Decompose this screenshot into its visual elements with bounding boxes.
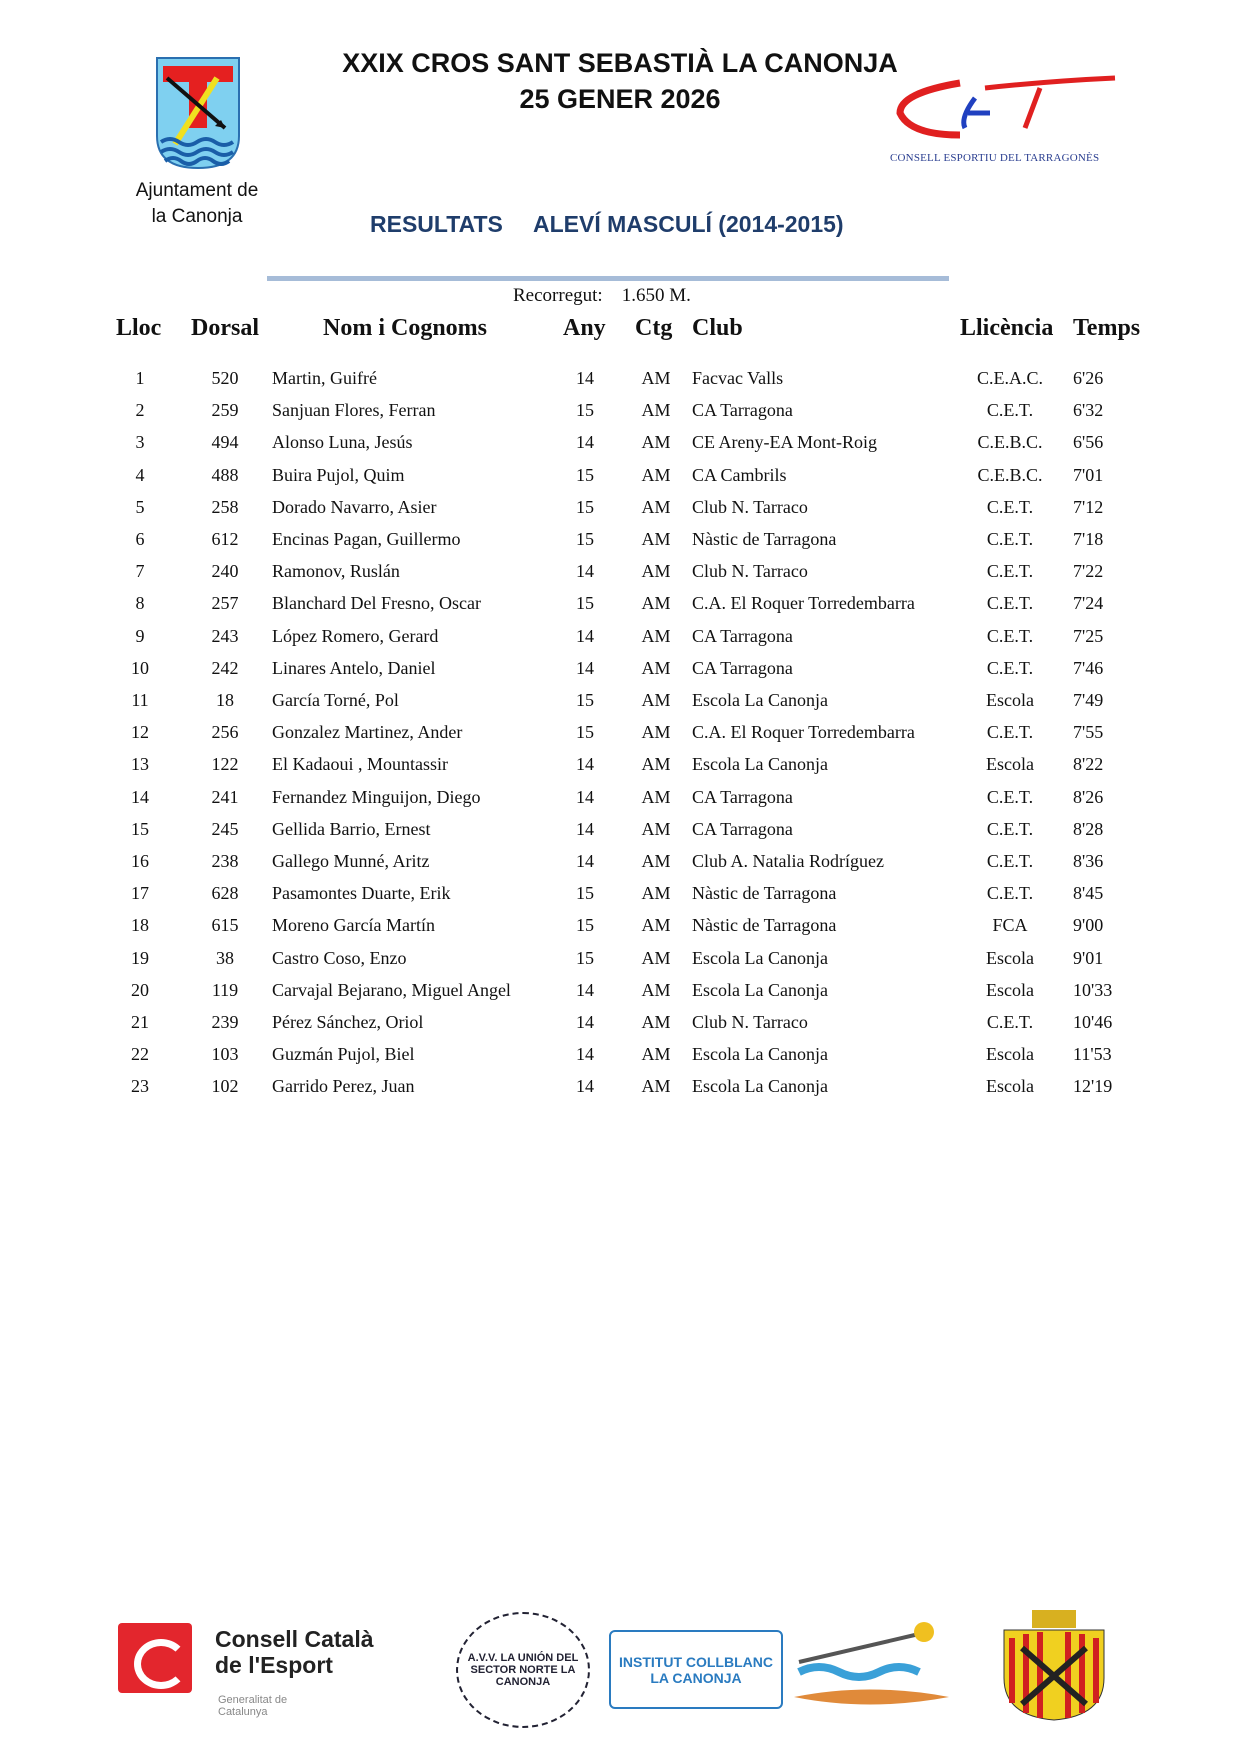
cell-nom: Pérez Sánchez, Oriol — [272, 1012, 424, 1032]
cell-dorsal: 241 — [211, 786, 239, 807]
col-dorsal: Dorsal — [191, 315, 259, 341]
table-row — [0, 851, 1240, 883]
cell-temps: 11'53 — [1073, 1044, 1112, 1065]
cell-dorsal: 243 — [211, 625, 239, 646]
cell-club: Club N. Tarraco — [692, 1012, 808, 1032]
cell-llicencia: Escola — [986, 1044, 1034, 1065]
town-coat-of-arms — [992, 1608, 1116, 1724]
cell-llicencia: C.E.A.C. — [976, 368, 1043, 388]
cell-lloc: 14 — [131, 786, 149, 807]
cell-dorsal: 612 — [211, 529, 239, 549]
ccesport-line-2: de l'Esport — [215, 1652, 333, 1678]
cell-any: 14 — [576, 818, 594, 839]
cell-llicencia: Escola — [986, 947, 1034, 968]
table-row — [0, 626, 1240, 658]
table-row — [0, 400, 1240, 432]
ccesport-line-1: Consell Català — [215, 1626, 374, 1652]
cell-dorsal: 257 — [211, 593, 239, 614]
cell-dorsal: 520 — [211, 368, 239, 388]
cell-llicencia: Escola — [986, 754, 1034, 775]
cell-club: CA Tarragona — [692, 400, 793, 421]
cell-nom: Pasamontes Duarte, Erik — [272, 883, 451, 904]
cell-llicencia: C.E.T. — [986, 722, 1034, 743]
cell-temps: 7'24 — [1073, 593, 1104, 614]
cell-temps: 7'25 — [1073, 625, 1104, 646]
cell-club: C.A. El Roquer Torredembarra — [692, 722, 915, 743]
cell-llicencia: C.E.B.C. — [977, 432, 1043, 453]
cell-any: 14 — [576, 1076, 594, 1097]
cell-club: Escola La Canonja — [692, 1044, 828, 1065]
cell-any: 14 — [576, 432, 594, 453]
cell-club: Escola La Canonja — [692, 690, 828, 710]
table-row — [0, 561, 1240, 593]
cell-ctg: AM — [641, 851, 671, 871]
cell-temps: 7'49 — [1073, 690, 1104, 710]
collblanc-logo-text: INSTITUT COLLBLANC LA CANONJA — [619, 1653, 773, 1686]
cell-lloc: 19 — [131, 947, 149, 968]
cell-dorsal: 102 — [211, 1076, 239, 1097]
cell-any: 14 — [576, 851, 594, 871]
cell-lloc: 5 — [135, 496, 145, 517]
cell-nom: Carvajal Bejarano, Miguel Angel — [272, 979, 511, 1000]
cell-club: Club N. Tarraco — [692, 561, 808, 582]
cell-llicencia: C.E.T. — [986, 529, 1034, 549]
cell-any: 14 — [576, 1044, 594, 1065]
cell-llicencia: C.E.T. — [986, 561, 1034, 582]
cell-ctg: AM — [641, 368, 671, 388]
avv-logo-text: A.V.V. LA UNIÓN DEL SECTOR NORTE LA CANONJA — [467, 1652, 579, 1688]
cell-any: 15 — [576, 529, 594, 549]
cell-club: Escola La Canonja — [692, 979, 828, 1000]
cell-nom: Linares Antelo, Daniel — [272, 657, 436, 678]
cell-ctg: AM — [641, 786, 671, 807]
cell-nom: Blanchard Del Fresno, Oscar — [272, 593, 481, 614]
cet-logo-mark — [890, 73, 1120, 143]
cell-any: 15 — [576, 593, 594, 614]
course-label: Recorregut: — [513, 285, 603, 306]
cell-llicencia: C.E.T. — [986, 1012, 1034, 1032]
avv-sector-norte-logo — [456, 1612, 590, 1728]
cell-nom: López Romero, Gerard — [272, 625, 439, 646]
cell-dorsal: 18 — [216, 690, 234, 710]
cell-temps: 6'32 — [1073, 400, 1104, 421]
col-club: Club — [692, 315, 743, 341]
cell-lloc: 8 — [135, 593, 145, 614]
cell-club: Escola La Canonja — [692, 1076, 828, 1097]
cell-nom: Gallego Munné, Aritz — [272, 851, 430, 871]
cell-ctg: AM — [641, 400, 671, 421]
cell-lloc: 20 — [131, 979, 149, 1000]
cell-nom: Ramonov, Ruslán — [272, 561, 400, 582]
cell-ctg: AM — [641, 947, 671, 968]
cell-club: CA Tarragona — [692, 818, 793, 839]
cell-ctg: AM — [641, 690, 671, 710]
cell-nom: Guzmán Pujol, Biel — [272, 1044, 415, 1065]
cell-lloc: 7 — [135, 561, 145, 582]
cell-ctg: AM — [641, 496, 671, 517]
cell-temps: 7'01 — [1073, 464, 1104, 485]
cell-dorsal: 239 — [211, 1012, 239, 1032]
cell-club: CA Cambrils — [692, 464, 787, 485]
cell-nom: Castro Coso, Enzo — [272, 947, 407, 968]
cell-dorsal: 245 — [211, 818, 239, 839]
cell-llicencia: C.E.T. — [986, 786, 1034, 807]
cell-temps: 9'00 — [1073, 915, 1104, 936]
cell-club: Escola La Canonja — [692, 947, 828, 968]
cell-lloc: 2 — [135, 400, 145, 421]
cell-lloc: 10 — [131, 657, 149, 678]
col-any: Any — [563, 315, 606, 341]
cell-temps: 8'45 — [1073, 883, 1104, 904]
table-row — [0, 722, 1240, 754]
table-row — [0, 787, 1240, 819]
cell-dorsal: 628 — [211, 883, 239, 904]
cell-temps: 10'46 — [1073, 1012, 1113, 1032]
cell-ctg: AM — [641, 657, 671, 678]
cell-lloc: 18 — [131, 915, 149, 936]
cell-dorsal: 38 — [216, 947, 234, 968]
cell-ctg: AM — [641, 1076, 671, 1097]
cell-llicencia: Escola — [986, 979, 1034, 1000]
cell-dorsal: 119 — [211, 979, 239, 1000]
cell-nom: Fernandez Minguijon, Diego — [272, 786, 481, 807]
cell-temps: 6'56 — [1073, 432, 1104, 453]
cell-dorsal: 615 — [211, 915, 239, 936]
cell-llicencia: C.E.T. — [986, 883, 1034, 904]
cell-temps: 8'36 — [1073, 851, 1104, 871]
cell-dorsal: 256 — [211, 722, 239, 743]
results-label: RESULTATS — [370, 211, 503, 237]
town-name — [117, 178, 277, 230]
cell-any: 14 — [576, 754, 594, 775]
event-date: 25 GENER 2026 — [519, 84, 721, 114]
cell-any: 15 — [576, 464, 594, 485]
cell-lloc: 1 — [135, 368, 145, 388]
cell-dorsal: 242 — [211, 657, 239, 678]
event-title: XXIX CROS SANT SEBASTIÀ LA CANONJA — [342, 48, 898, 78]
cell-nom: Garrido Perez, Juan — [272, 1076, 415, 1097]
table-row — [0, 915, 1240, 947]
cell-llicencia: C.E.T. — [986, 818, 1034, 839]
cell-any: 14 — [576, 1012, 594, 1032]
town-line-2: la Canonja — [151, 206, 243, 227]
table-row — [0, 658, 1240, 690]
cell-lloc: 4 — [135, 464, 145, 485]
cell-any: 15 — [576, 496, 594, 517]
table-row — [0, 497, 1240, 529]
course-distance — [513, 285, 691, 307]
table-row — [0, 948, 1240, 980]
cell-lloc: 11 — [131, 690, 149, 710]
cell-nom: Encinas Pagan, Guillermo — [272, 529, 461, 549]
cell-nom: Gellida Barrio, Ernest — [272, 818, 431, 839]
cell-ctg: AM — [641, 1012, 671, 1032]
cell-llicencia: Escola — [986, 690, 1034, 710]
cell-club: Nàstic de Tarragona — [692, 915, 837, 936]
cell-any: 15 — [576, 947, 594, 968]
cell-ctg: AM — [641, 915, 671, 936]
cell-club: C.A. El Roquer Torredembarra — [692, 593, 915, 614]
col-ctg: Ctg — [635, 315, 673, 341]
cell-any: 15 — [576, 722, 594, 743]
cell-lloc: 3 — [135, 432, 145, 453]
cell-temps: 7'18 — [1073, 529, 1104, 549]
table-row — [0, 1044, 1240, 1076]
cell-temps: 9'01 — [1073, 947, 1104, 968]
cell-any: 14 — [576, 368, 594, 388]
cell-nom: Martin, Guifré — [272, 368, 377, 388]
cell-any: 14 — [576, 979, 594, 1000]
ccesport-mark — [118, 1623, 192, 1693]
cell-club: Facvac Valls — [692, 368, 784, 388]
cell-temps: 7'12 — [1073, 496, 1104, 517]
table-row — [0, 1012, 1240, 1044]
table-row — [0, 754, 1240, 786]
cell-temps: 8'28 — [1073, 818, 1104, 839]
cell-llicencia: C.E.T. — [986, 657, 1034, 678]
cell-club: Escola La Canonja — [692, 754, 828, 775]
cell-any: 14 — [576, 657, 594, 678]
table-row — [0, 883, 1240, 915]
cell-club: CA Tarragona — [692, 786, 793, 807]
cell-club: Nàstic de Tarragona — [692, 529, 837, 549]
cell-ctg: AM — [641, 625, 671, 646]
cell-ctg: AM — [641, 818, 671, 839]
canonja-sport-logo — [789, 1612, 959, 1724]
cell-ctg: AM — [641, 754, 671, 775]
cell-any: 15 — [576, 690, 594, 710]
cell-dorsal: 494 — [211, 432, 239, 453]
cell-llicencia: C.E.B.C. — [977, 464, 1043, 485]
col-nom: Nom i Cognoms — [323, 315, 488, 341]
cell-club: CA Tarragona — [692, 657, 793, 678]
cell-ctg: AM — [641, 464, 671, 485]
cell-lloc: 23 — [131, 1076, 149, 1097]
cell-any: 14 — [576, 786, 594, 807]
cell-club: Club N. Tarraco — [692, 496, 808, 517]
cell-dorsal: 103 — [211, 1044, 239, 1065]
course-value: 1.650 M. — [621, 285, 691, 306]
cell-llicencia: C.E.T. — [986, 851, 1034, 871]
cet-logo — [890, 73, 1135, 175]
cell-dorsal: 238 — [211, 851, 239, 871]
cell-ctg: AM — [641, 883, 671, 904]
cell-any: 15 — [576, 883, 594, 904]
cell-temps: 10'33 — [1073, 979, 1113, 1000]
cell-ctg: AM — [641, 432, 671, 453]
cell-llicencia: C.E.T. — [986, 625, 1034, 646]
cell-dorsal: 240 — [211, 561, 239, 582]
cell-nom: Moreno García Martín — [272, 915, 435, 936]
cell-nom: El Kadaoui , Mountassir — [272, 754, 448, 775]
consell-catala-esport-logo — [118, 1618, 418, 1728]
table-row — [0, 690, 1240, 722]
table-row — [0, 593, 1240, 625]
table-row — [0, 368, 1240, 400]
town-line-1: Ajuntament de — [135, 180, 259, 201]
cell-lloc: 17 — [131, 883, 149, 904]
cell-ctg: AM — [641, 1044, 671, 1065]
cell-lloc: 13 — [131, 754, 149, 775]
institut-collblanc-logo — [609, 1630, 783, 1709]
cell-ctg: AM — [641, 979, 671, 1000]
table-row — [0, 432, 1240, 464]
cell-lloc: 6 — [135, 529, 145, 549]
cell-club: Nàstic de Tarragona — [692, 883, 837, 904]
cell-llicencia: C.E.T. — [986, 593, 1034, 614]
cell-any: 15 — [576, 915, 594, 936]
generalitat-text: Generalitat de Catalunya — [218, 1694, 288, 1718]
category-label: ALEVÍ MASCULÍ (2014-2015) — [533, 211, 844, 237]
col-llicencia: Llicència — [960, 315, 1054, 341]
cet-logo-text: CONSELL ESPORTIU DEL TARRAGONÈS — [890, 152, 1100, 164]
table-row — [0, 1076, 1240, 1108]
col-temps: Temps — [1073, 315, 1141, 341]
cell-nom: Dorado Navarro, Asier — [272, 496, 437, 517]
table-row — [0, 465, 1240, 497]
cell-llicencia: Escola — [986, 1076, 1034, 1097]
cell-dorsal: 488 — [211, 464, 239, 485]
cell-any: 14 — [576, 561, 594, 582]
table-row — [0, 980, 1240, 1012]
cell-any: 15 — [576, 400, 594, 421]
cell-llicencia: C.E.T. — [986, 496, 1034, 517]
table-row — [0, 819, 1240, 851]
cell-nom: García Torné, Pol — [272, 690, 399, 710]
cell-lloc: 21 — [131, 1012, 149, 1032]
cell-llicencia: FCA — [992, 915, 1028, 936]
cell-club: CA Tarragona — [692, 625, 793, 646]
cell-lloc: 22 — [131, 1044, 149, 1065]
cell-club: Club A. Natalia Rodríguez — [692, 851, 884, 871]
cell-temps: 8'22 — [1073, 754, 1104, 775]
cell-lloc: 15 — [131, 818, 149, 839]
cell-temps: 7'46 — [1073, 657, 1104, 678]
cell-ctg: AM — [641, 722, 671, 743]
cell-temps: 12'19 — [1073, 1076, 1113, 1097]
cell-temps: 7'22 — [1073, 561, 1104, 582]
table-row — [0, 529, 1240, 561]
cell-dorsal: 122 — [211, 754, 239, 775]
cell-lloc: 9 — [135, 625, 145, 646]
cell-temps: 6'26 — [1073, 368, 1104, 388]
cell-nom: Alonso Luna, Jesús — [272, 432, 413, 453]
cell-lloc: 12 — [131, 722, 149, 743]
cell-ctg: AM — [641, 529, 671, 549]
cell-llicencia: C.E.T. — [986, 400, 1034, 421]
col-lloc: Lloc — [116, 315, 162, 341]
cell-dorsal: 259 — [211, 400, 239, 421]
cell-ctg: AM — [641, 561, 671, 582]
cell-nom: Buira Pujol, Quim — [272, 464, 405, 485]
cell-dorsal: 258 — [211, 496, 239, 517]
cell-lloc: 16 — [131, 851, 149, 871]
cell-nom: Sanjuan Flores, Ferran — [272, 400, 436, 421]
cell-temps: 7'55 — [1073, 722, 1104, 743]
cell-any: 14 — [576, 625, 594, 646]
cell-ctg: AM — [641, 593, 671, 614]
cell-nom: Gonzalez Martinez, Ander — [272, 722, 463, 743]
cell-club: CE Areny-EA Mont-Roig — [692, 432, 877, 453]
divider-bar — [267, 276, 949, 281]
cell-temps: 8'26 — [1073, 786, 1104, 807]
